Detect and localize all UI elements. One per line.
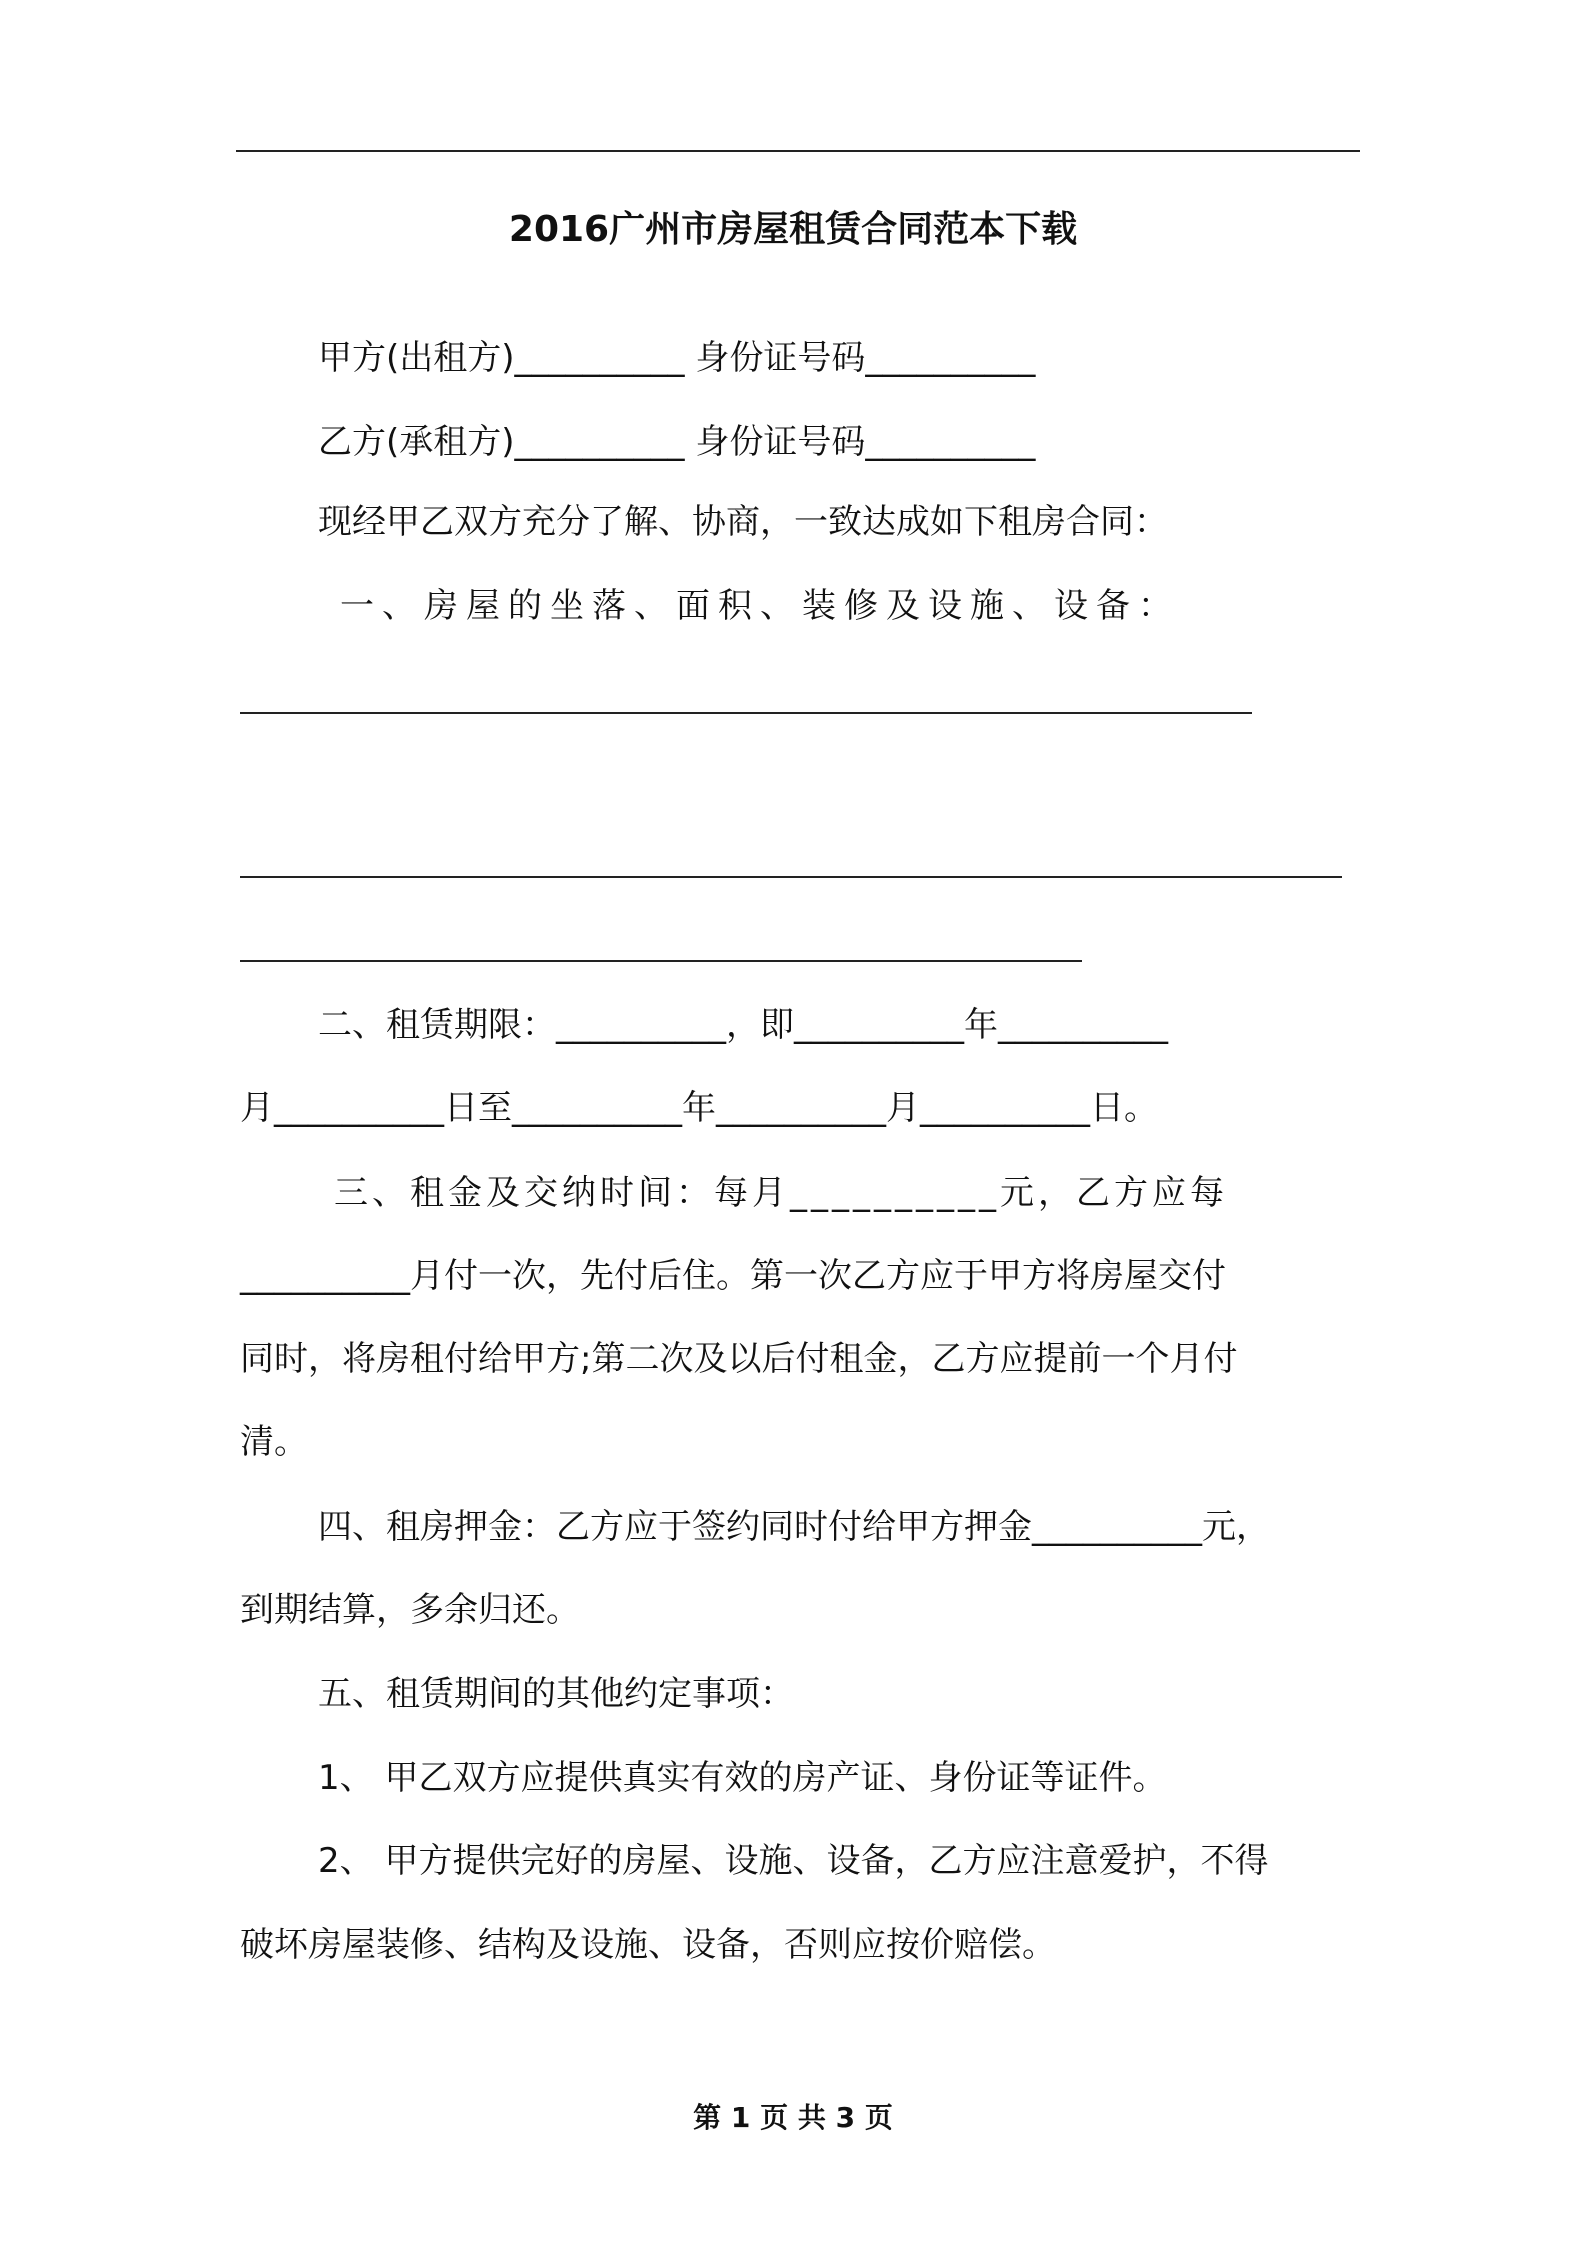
party-a-line: 甲方(出租方)__________ 身份证号码__________ — [318, 338, 1036, 378]
clause-3-line-2: __________月付一次，先付后住。第一次乙方应于甲方将房屋交付 — [240, 1256, 1226, 1296]
clause-1-heading: 一、房屋的坐落、面积、装修及设施、设备： — [340, 586, 1180, 626]
intro-line: 现经甲乙双方充分了解、协商，一致达成如下租房合同： — [318, 502, 1168, 542]
clause-2-line-1: 二、租赁期限：__________，即__________年__________ — [318, 1005, 1168, 1045]
clause-3-line-3: 同时，将房租付给甲方;第二次及以后付租金，乙方应提前一个月付 — [240, 1339, 1238, 1379]
page-number: 第 1 页 共 3 页 — [693, 2101, 893, 2134]
clause-3-line-1: 三、租金及交纳时间：每月__________元，乙方应每 — [334, 1173, 1228, 1213]
header-rule — [236, 150, 1360, 152]
clause-5-item-1: 1、 甲乙双方应提供真实有效的房产证、身份证等证件。 — [318, 1758, 1167, 1798]
blank-line-3 — [240, 960, 1082, 962]
party-b-line: 乙方(承租方)__________ 身份证号码__________ — [318, 422, 1036, 462]
clause-5-item-2-line-1: 2、 甲方提供完好的房屋、设施、设备，乙方应注意爱护，不得 — [318, 1841, 1269, 1881]
document-title: 2016广州市房屋租赁合同范本下载 — [508, 209, 1078, 250]
clause-4-line-1: 四、租房押金：乙方应于签约同时付给甲方押金__________元， — [318, 1507, 1270, 1547]
blank-line-1 — [240, 712, 1252, 714]
clause-5-item-2-line-2: 破坏房屋装修、结构及设施、设备，否则应按价赔偿。 — [240, 1925, 1056, 1965]
clause-3-line-4: 清。 — [240, 1422, 308, 1462]
blank-line-2 — [240, 876, 1342, 878]
clause-5-heading: 五、租赁期间的其他约定事项： — [318, 1674, 794, 1714]
clause-2-line-2: 月__________日至__________年__________月__________日。 — [240, 1088, 1158, 1128]
clause-4-line-2: 到期结算，多余归还。 — [240, 1590, 580, 1630]
